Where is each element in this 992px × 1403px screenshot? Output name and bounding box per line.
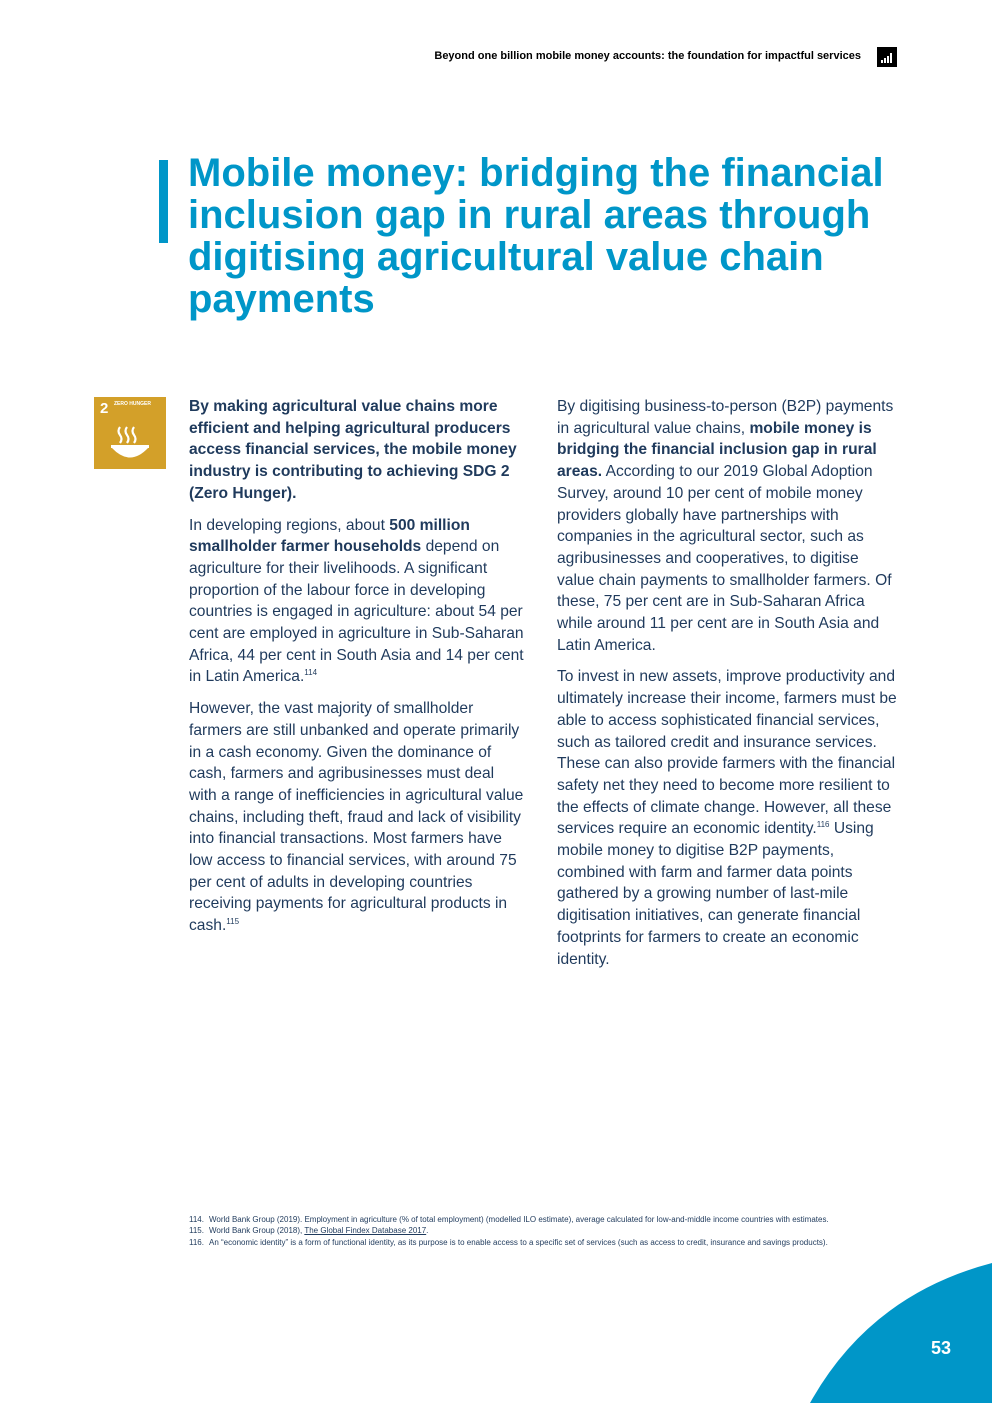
footnote-115 bbox=[189, 1225, 899, 1236]
sdg-number: 2 bbox=[100, 400, 109, 417]
text: Using mobile money to digitise B2P payments, combined with farm and farmer data points gathered by a growing number of last-mile digitisation initiatives, can generate financial footprints for farmers to create an economic identity. bbox=[557, 820, 874, 968]
page-title: Mobile money: bridging the financial inclusion gap in rural areas through digitising agricultural value chain payments bbox=[188, 151, 884, 321]
text: depend on agriculture for their livelihoods. A significant proportion of the labour force in developing countries is engaged in agriculture: about 54 per cent are employed in agriculture in Sub-Saharan Africa, 44 per cent in South Asia and 14 per cent in Latin America. bbox=[189, 538, 524, 686]
signal-bars-icon bbox=[877, 47, 897, 67]
paragraph-smallholders bbox=[189, 515, 525, 689]
footnote-ref-114[interactable]: 114 bbox=[304, 668, 318, 678]
paragraph-economic-identity bbox=[557, 666, 899, 970]
footnote-ref-116[interactable]: 116 bbox=[816, 820, 830, 830]
food-bowl-icon bbox=[108, 423, 152, 463]
running-header-title: Beyond one billion mobile money accounts: the foundation for impactful services bbox=[434, 50, 861, 62]
footnotes bbox=[189, 1214, 899, 1248]
paragraph-b2p bbox=[557, 396, 899, 656]
paragraph-cash-economy bbox=[189, 698, 525, 937]
title-accent-bar bbox=[159, 160, 168, 243]
text: However, the vast majority of smallholder farmers are still unbanked and operate primarily in a cash economy. Given the dominance of cash, farmers and agribusinesses must deal with a range of inefficiencies in agricultural value chains, including theft, fraud and lack of visibility into financial transactions. Most farmers have low access to financial services, with around 75 per cent of adults in developing countries receiving payments for agricultural products in cash. bbox=[189, 700, 524, 935]
footnote-post: . bbox=[426, 1226, 429, 1236]
footnote-number: 116. bbox=[189, 1237, 204, 1247]
footnote-number: 114. bbox=[189, 1215, 204, 1224]
sdg-label: ZERO HUNGER bbox=[114, 401, 151, 407]
highlight: mobile money is bridging the financial inclusion gap in rural areas. bbox=[557, 419, 877, 481]
footnote-ref-115[interactable]: 115 bbox=[226, 917, 240, 927]
page-number: 53 bbox=[930, 1338, 951, 1358]
text: By digitising business-to-person (B2P) payments in agricultural value chains, bbox=[557, 398, 894, 437]
footnote-text: An “economic identity” is a form of functional identity, as its purpose is to enable access to a specific set of services (such as access to credit, insurance and savings products). bbox=[209, 1237, 828, 1247]
text: In developing regions, about bbox=[189, 516, 390, 534]
footnote-116 bbox=[189, 1237, 899, 1248]
lead-paragraph: By making agricultural value chains more efficient and helping agricultural producers access financial services, the mobile money industry is contributing to achieving SDG 2 (Zero Hunger). bbox=[189, 398, 517, 502]
right-column bbox=[557, 396, 899, 980]
footnote-114 bbox=[189, 1214, 899, 1225]
highlight: 500 million smallholder farmer households bbox=[189, 516, 470, 556]
sdg-2-badge bbox=[94, 397, 166, 469]
footnote-pre: World Bank Group (2018), bbox=[209, 1226, 305, 1236]
text: According to our 2019 Global Adoption Survey, around 10 per cent of mobile money providers globally have partnerships with companies in the agricultural sector, such as agribusinesses and cooperatives, to digitise value chain payments to smallholder farmers. Of these, 75 per cent are in Sub-Saharan Africa while around 11 per cent are in South Asia and Latin America. bbox=[557, 463, 892, 654]
footnote-text: World Bank Group (2019). Employment in agriculture (% of total employment) (modelled ILO estimate), average calculated for low-and-middle income countries with estimates. bbox=[209, 1215, 829, 1224]
findex-link[interactable]: The Global Findex Database 2017 bbox=[304, 1226, 427, 1236]
footnote-number: 115. bbox=[189, 1226, 204, 1236]
footnote-text bbox=[209, 1225, 899, 1236]
corner-decoration bbox=[800, 1255, 992, 1403]
text: To invest in new assets, improve productivity and ultimately increase their income, farmers must be able to access sophisticated financial services, such as tailored credit and insurance services. These can also provide farmers with the financial safety net they need to become more resilient to the effects of climate change. However, all these services require an economic identity. bbox=[557, 668, 897, 838]
left-column bbox=[189, 396, 525, 947]
